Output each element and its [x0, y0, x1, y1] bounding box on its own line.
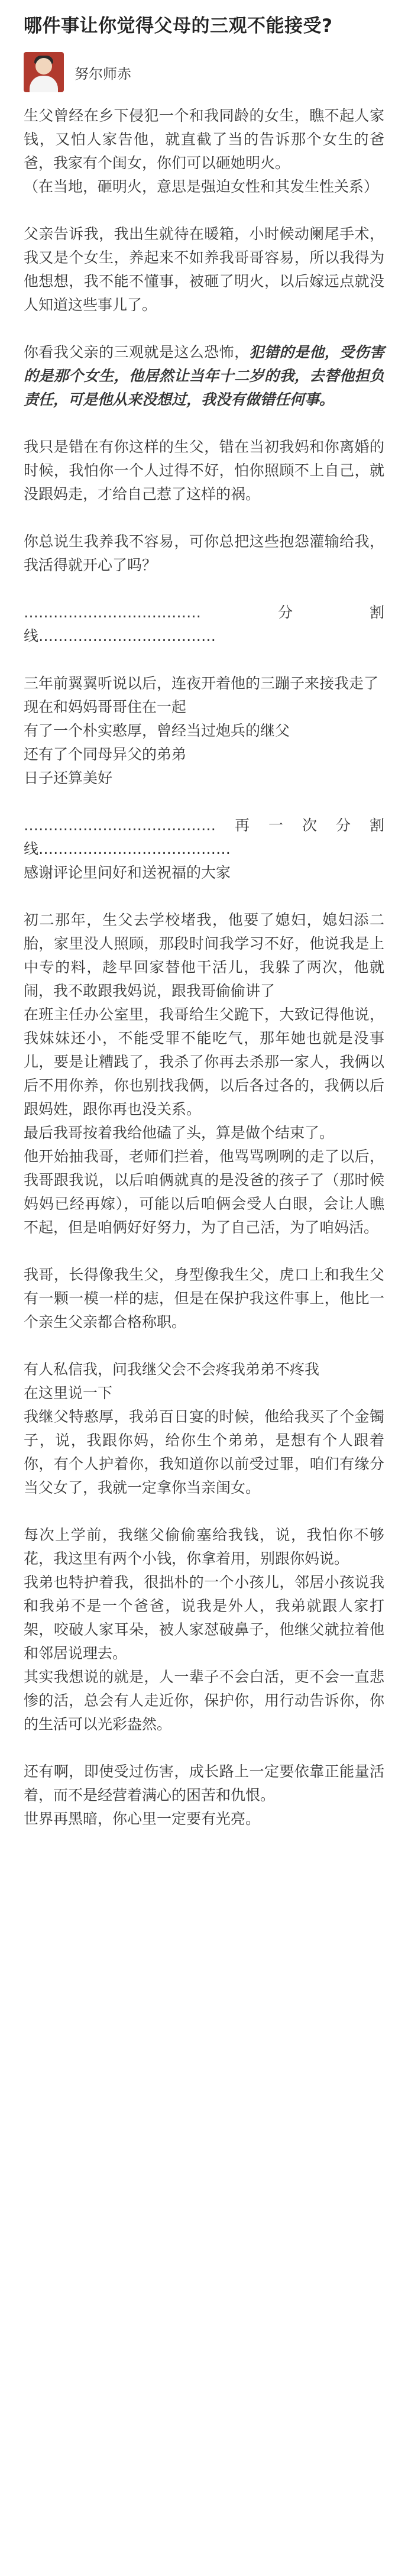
- article-paragraph: [24, 1263, 384, 1334]
- article-paragraph: [24, 435, 384, 506]
- article-paragraph: [24, 1358, 384, 1381]
- article-paragraph: [24, 1571, 384, 1665]
- paragraph-text: （在当地，砸明火，意思是强迫女性和其发生性关系）: [24, 178, 379, 195]
- article-paragraph: [24, 1145, 384, 1240]
- article-paragraph: [24, 861, 384, 885]
- article-paragraph: [24, 601, 384, 648]
- article-paragraph: [24, 1760, 384, 1807]
- avatar-head-shape: [35, 58, 52, 75]
- article-paragraph: [24, 1405, 384, 1500]
- paragraph-text: …………………………………再一次分割线…………………………………: [24, 817, 384, 857]
- article-paragraph: [24, 222, 384, 317]
- author-row[interactable]: [24, 52, 384, 92]
- paragraph-text: 还有了个同母异父的弟弟: [24, 746, 187, 763]
- paragraph-text: 日子还算美好: [24, 769, 113, 787]
- paragraph-text: 感谢评论里问好和送祝福的大家: [24, 864, 231, 881]
- paragraph-text: 有了一个朴实憨厚，曾经当过炮兵的继父: [24, 722, 290, 739]
- article-paragraph: [24, 341, 384, 412]
- paragraph-text: 世界再黑暗，你心里一定要有光亮。: [24, 1810, 261, 1827]
- article-paragraph: [24, 1523, 384, 1571]
- paragraph-text: 还有啊，即使受过伤害，成长路上一定要依靠正能量活着，而不是经营着满心的困苦和仇恨。: [24, 1763, 384, 1804]
- paragraph-text: 我哥，长得像我生父，身型像我生父，虎口上和我生父有一颗一模一样的痣，但是在保护我这件事上，他比一个亲生父亲都合格称职。: [24, 1266, 384, 1331]
- paragraph-text: 生父曾经在乡下侵犯一个和我同龄的女生，瞧不起人家钱，又怕人家告他，就直截了当的告诉那个女生的爸爸，我家有个闺女，你们可以砸她明火。: [24, 107, 384, 171]
- article-paragraph: [24, 1381, 384, 1405]
- article-paragraph: [24, 814, 384, 861]
- article-paragraph: [24, 743, 384, 766]
- paragraph-text: 你总说生我养我不容易，可你总把这些抱怨灌输给我，我活得就开心了吗？: [24, 533, 384, 574]
- paragraph-text: 在班主任办公室里，我哥给生父跪下，大致记得他说，我妹妹还小，不能受罪不能吃气，那年她也就是没事儿，要是让糟践了，我杀了你再去杀那一家人，我俩以后不用你养，你也别找我俩，以后各过各的，我俩以后跟妈姓，跟你再也没关系。: [24, 1006, 384, 1118]
- paragraph-text: 我继父特憨厚，我弟百日宴的时候，他给我买了个金镯子，说，我跟你妈，给你生个弟弟，是想有个人跟着你，有个人护着你，我知道你以前受过罪，咱们有缘分当父女了，我就一定拿你当亲闺女。: [24, 1408, 384, 1496]
- paragraph-text: 我只是错在有你这样的生父，错在当初我妈和你离婚的时候，我怕你一个人过得不好，怕你照顾不上自己，就没跟妈走，才给自己惹了这样的祸。: [24, 438, 384, 503]
- paragraph-text: 初二那年，生父去学校堵我，他要了媳妇，媳妇添二胎，家里没人照顾，那段时间我学习不好，他说我是上中专的料，趁早回家替他干活儿，我躲了两次，他就闹，我不敢跟我妈说，跟我哥偷偷讲了: [24, 911, 384, 999]
- avatar-icon[interactable]: [24, 52, 64, 92]
- emphasized-text: 犯错的是他，受伤害的是那个女生，他居然让当年十二岁的我，去替他担负责任，可是他从来没想过，我没有做错任何事。: [24, 344, 384, 408]
- paragraph-text: 在这里说一下: [24, 1384, 113, 1402]
- paragraph-text: 现在和妈妈哥哥住在一起: [24, 698, 187, 716]
- article-paragraph: [24, 695, 384, 719]
- paragraph-text: 父亲告诉我，我出生就待在暖箱，小时候动阑尾手术，我又是个女生，养起来不如养我哥哥容易，所以我得为他想想，我不能不懂事，被砸了明火，以后嫁远点就没人知道这些事儿了。: [24, 225, 384, 313]
- article-paragraph: [24, 719, 384, 743]
- paragraph-text: 其实我想说的就是，人一辈子不会白活，更不会一直悲惨的活，总会有人走近你，保护你，用行动告诉你，你的生活可以光彩盎然。: [24, 1668, 384, 1733]
- article-paragraph: [24, 175, 384, 199]
- paragraph-text: 三年前翼翼听说以后，连夜开着他的三蹦子来接我走了: [24, 675, 379, 692]
- paragraph-text: 我弟也特护着我，很拙朴的一个小孩儿，邻居小孩说我和我弟不是一个爸爸，说我是外人，我弟就跟人家打架，咬破人家耳朵，被人家怼破鼻子，他继父就拉着他和邻居说理去。: [24, 1574, 384, 1662]
- article-paragraph: [24, 1807, 384, 1831]
- article-content: [24, 104, 384, 1831]
- avatar-body-shape: [30, 76, 58, 92]
- article-paragraph: [24, 1003, 384, 1121]
- article-paragraph: [24, 766, 384, 790]
- paragraph-text: 最后我哥按着我给他磕了头，算是做个结束了。: [24, 1124, 335, 1141]
- paragraph-text: ………………………………分割线………………………………: [24, 604, 384, 645]
- article-paragraph: [24, 672, 384, 695]
- author-name[interactable]: 努尔师赤: [75, 65, 131, 82]
- article-title: 哪件事让你觉得父母的三观不能接受?: [24, 15, 333, 37]
- article-paragraph: [24, 104, 384, 175]
- paragraph-text: 你看我父亲的三观就是这么恐怖，: [24, 344, 250, 361]
- article-paragraph: [24, 908, 384, 1003]
- paragraph-text: 他开始抽我哥，老师们拦着，他骂骂咧咧的走了以后，我哥跟我说，以后咱俩就真的是没爸的孩子了（那时候妈妈已经再嫁），可能以后咱俩会受人白眼，会让人瞧不起，但是咱俩好好努力，为了自己活，为了咱妈活。: [24, 1148, 384, 1236]
- article-paragraph: [24, 530, 384, 577]
- article-paragraph: [24, 1665, 384, 1736]
- article-paragraph: [24, 1121, 384, 1145]
- paragraph-text: 每次上学前，我继父偷偷塞给我钱，说，我怕你不够花，我这里有两个小钱，你拿着用，别跟你妈说。: [24, 1526, 384, 1567]
- paragraph-text: 有人私信我，问我继父会不会疼我弟弟不疼我: [24, 1361, 320, 1378]
